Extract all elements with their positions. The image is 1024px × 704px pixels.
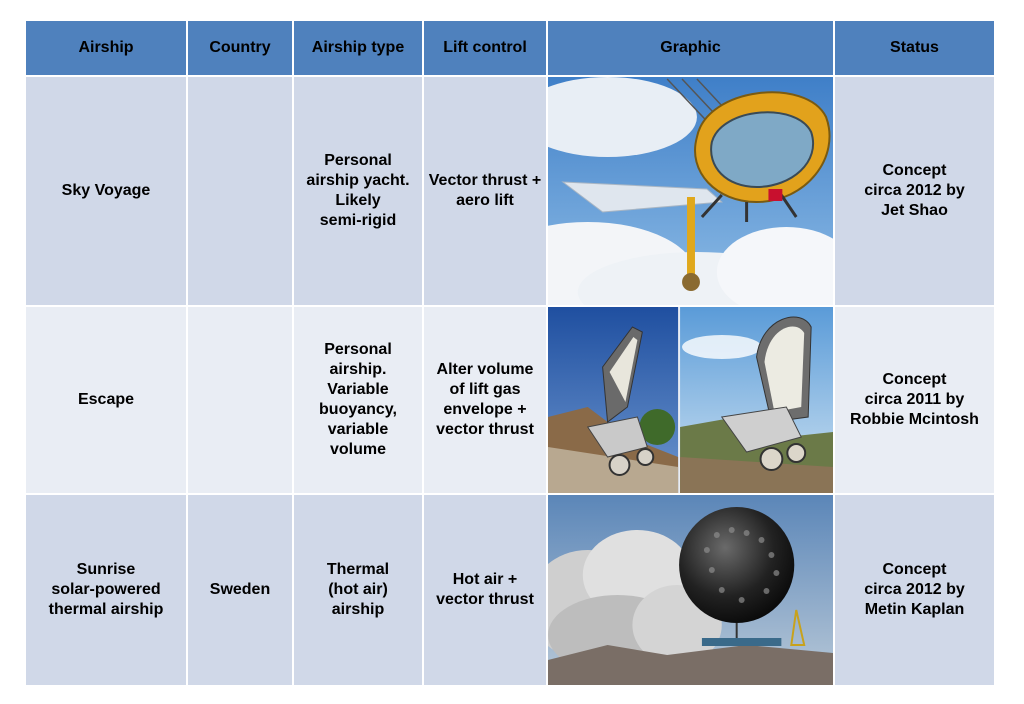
table-row xyxy=(25,306,995,494)
cell-airship-type: Personal airship. Variable buoyancy, variable volume xyxy=(293,306,423,494)
cell-airship: Sky Voyage xyxy=(25,76,187,306)
cell-airship: Escape xyxy=(25,306,187,494)
cell-status: Concept circa 2011 by Robbie Mcintosh xyxy=(834,306,995,494)
escape-image xyxy=(548,307,833,493)
cell-status: Concept circa 2012 by Metin Kaplan xyxy=(834,494,995,686)
header-country: Country xyxy=(187,20,293,76)
sky-voyage-image xyxy=(548,77,833,305)
header-airship: Airship xyxy=(25,20,187,76)
cell-airship-type: Personal airship yacht. Likely semi-rigid xyxy=(293,76,423,306)
header-graphic: Graphic xyxy=(547,20,834,76)
cell-country: Sweden xyxy=(187,494,293,686)
header-status: Status xyxy=(834,20,995,76)
header-lift-control: Lift control xyxy=(423,20,547,76)
table-row xyxy=(25,494,995,686)
cell-country xyxy=(187,76,293,306)
cell-status: Concept circa 2012 by Jet Shao xyxy=(834,76,995,306)
cell-lift-control: Alter volume of lift gas envelope + vector thrust xyxy=(423,306,547,494)
cell-graphic xyxy=(547,306,834,494)
cell-graphic xyxy=(547,76,834,306)
header-row xyxy=(25,20,995,76)
sunrise-image xyxy=(548,495,833,685)
cell-graphic xyxy=(547,494,834,686)
cell-airship: Sunrise solar-powered thermal airship xyxy=(25,494,187,686)
cell-airship-type: Thermal (hot air) airship xyxy=(293,494,423,686)
cell-lift-control: Vector thrust + aero lift xyxy=(423,76,547,306)
cell-country xyxy=(187,306,293,494)
table-row xyxy=(25,76,995,306)
header-airship-type: Airship type xyxy=(293,20,423,76)
cell-lift-control: Hot air + vector thrust xyxy=(423,494,547,686)
airship-table xyxy=(24,19,996,687)
